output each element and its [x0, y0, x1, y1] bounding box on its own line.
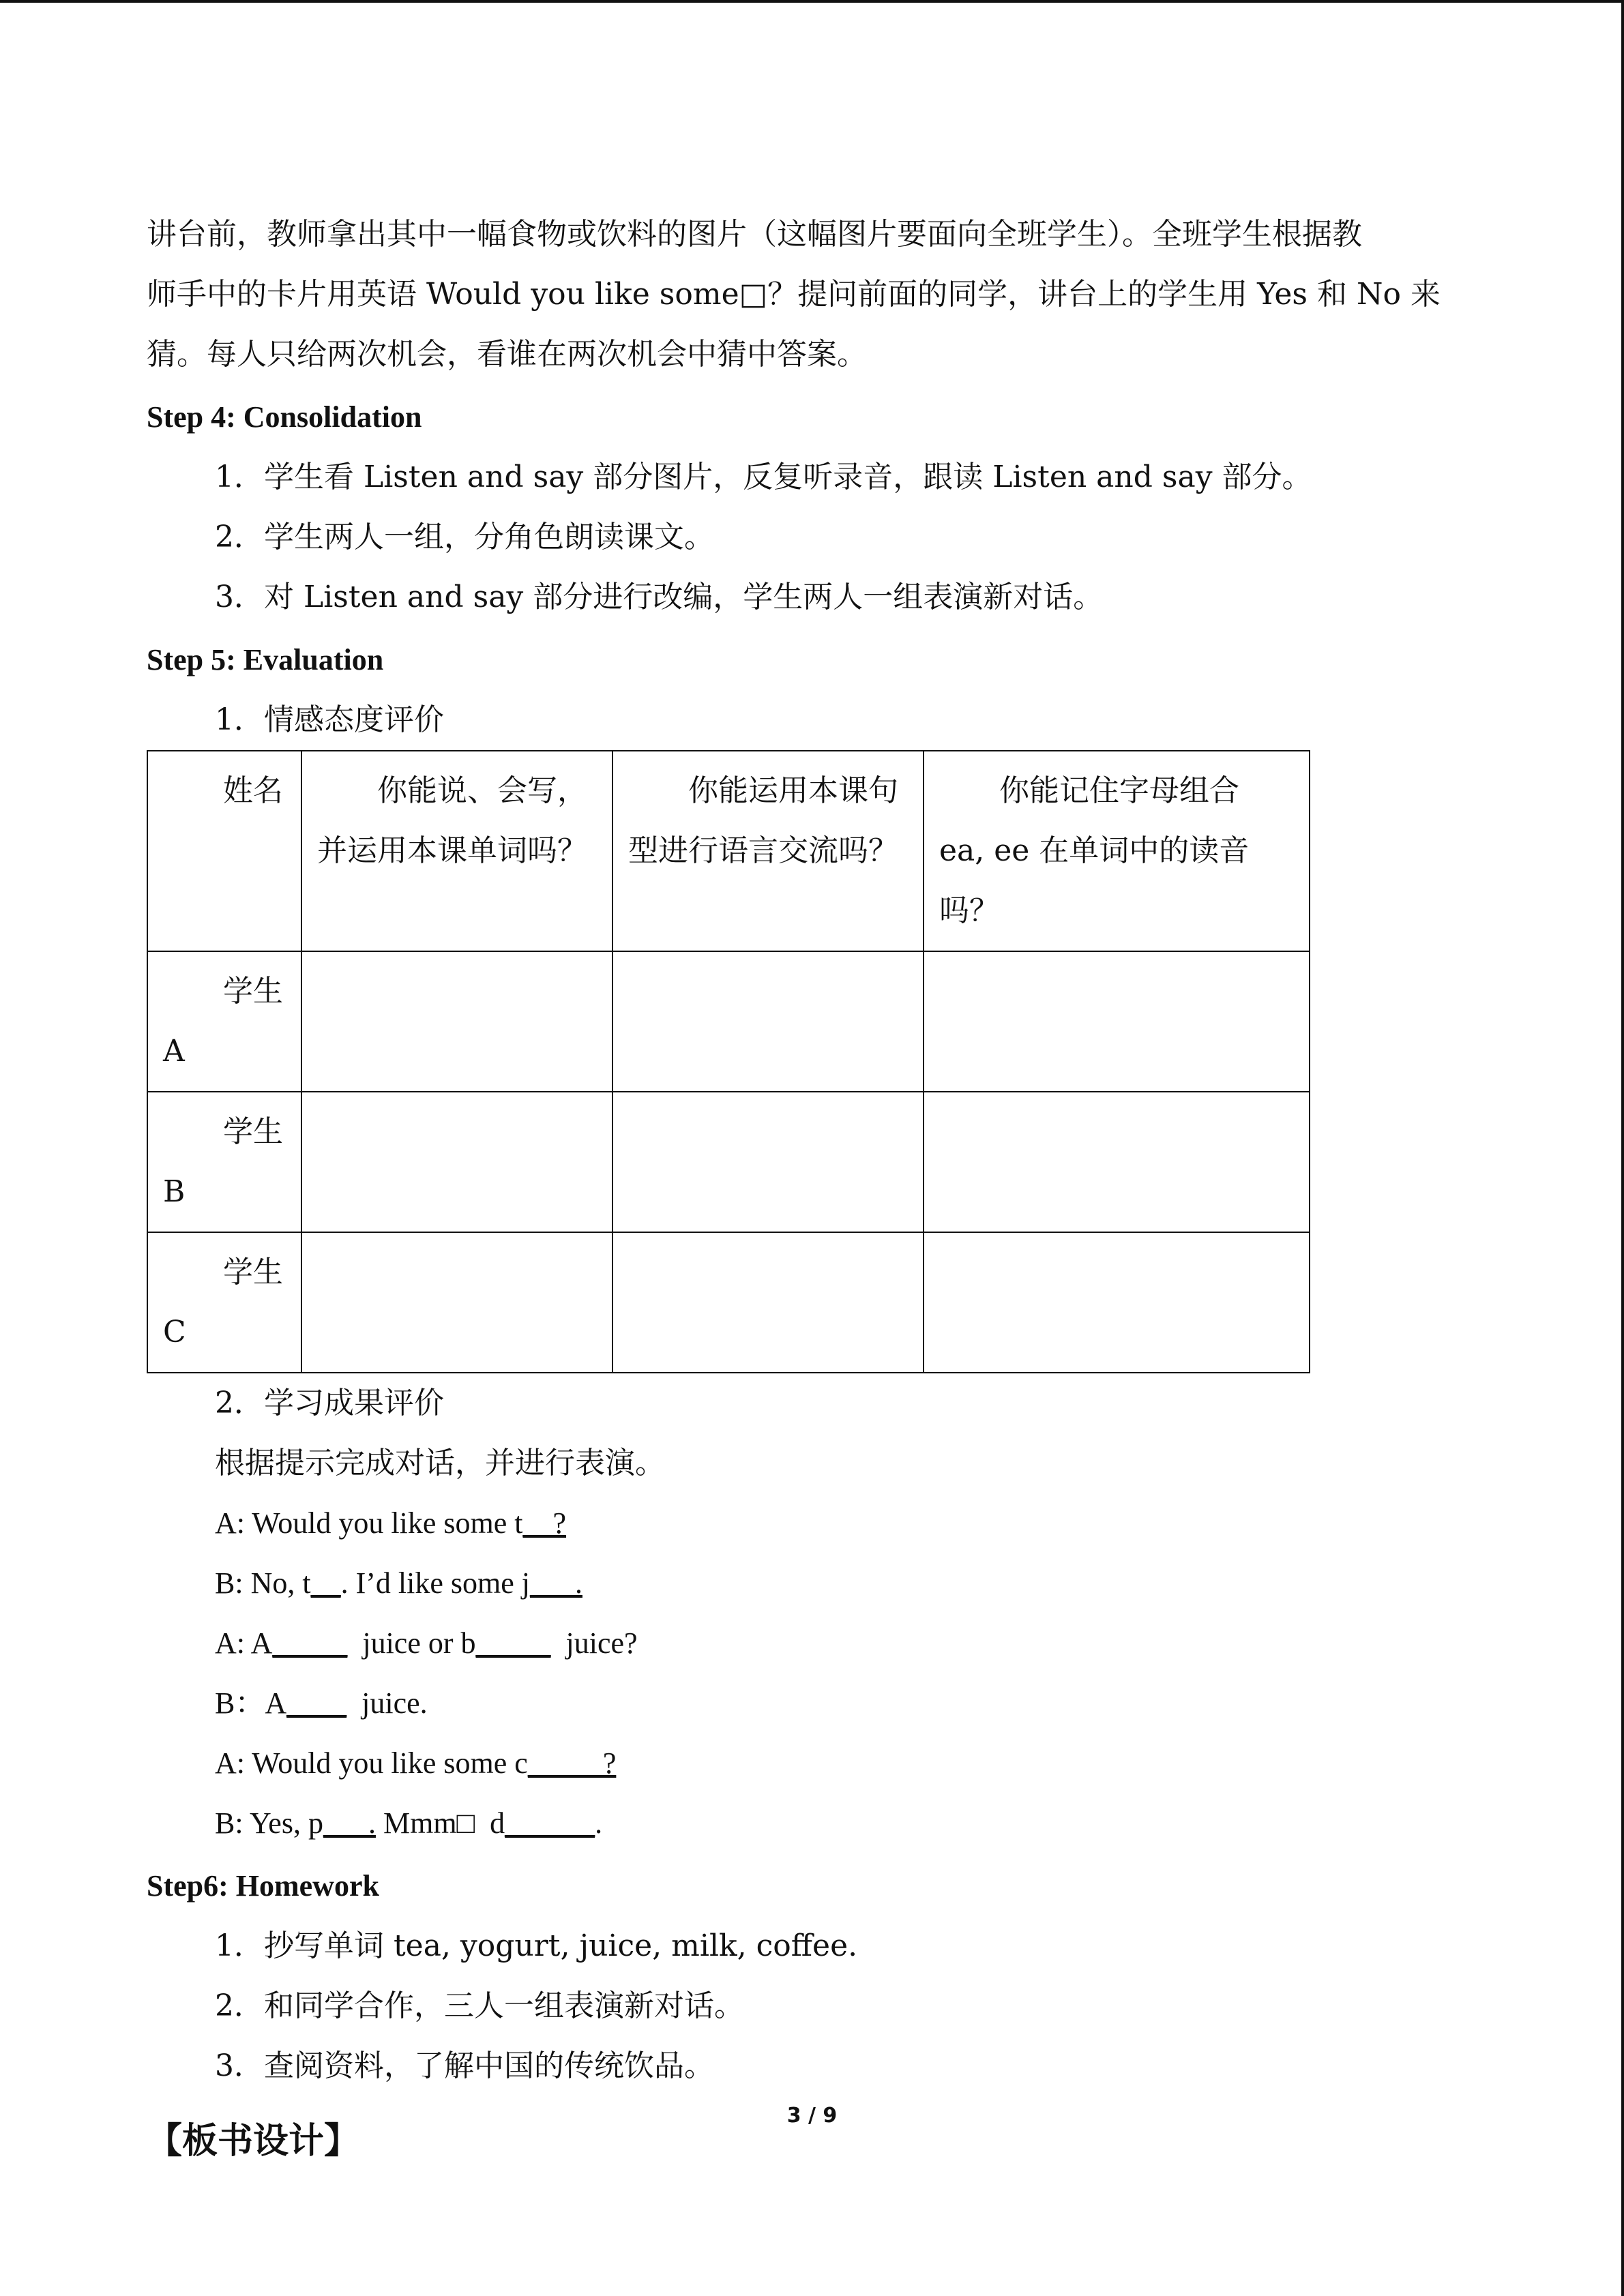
- table-header-row: [147, 751, 1310, 951]
- table-cell: [612, 951, 924, 1092]
- dialogue-text: . I’d like some j: [340, 1566, 530, 1600]
- table-cell: [612, 1232, 924, 1373]
- table-cell: [301, 1232, 612, 1373]
- step4-title: Step 4: Consolidation: [147, 400, 422, 434]
- dialogue-line-5: [147, 1733, 1483, 1793]
- table-cell: [301, 1092, 612, 1232]
- fill-blank: __: [310, 1566, 341, 1600]
- intro-line-3: 猜。每人只给两次机会，看谁在两次机会中猜中答案。: [147, 337, 867, 372]
- fill-blank: __?: [522, 1506, 567, 1540]
- step5-sub1: 1．情感态度评价: [215, 702, 444, 737]
- dialogue-line-1: [147, 1493, 1483, 1553]
- table-row: [147, 1092, 1310, 1232]
- board-design-title: 【板书设计】: [147, 2120, 360, 2162]
- page-number: 3 / 9: [786, 2104, 838, 2128]
- dialogue-line-6: [147, 1793, 1483, 1853]
- document-body: [147, 205, 1483, 2175]
- fill-blank: ______: [505, 1806, 595, 1840]
- table-cell: [924, 951, 1310, 1092]
- step4-item-2: 2．学生两人一组，分角色朗读课文。: [215, 520, 714, 554]
- dialogue-text: A: Would you like some t: [215, 1506, 523, 1540]
- table-cell: [924, 1092, 1310, 1232]
- step6-item-1: 1．抄写单词 tea, yogurt, juice, milk, coffee.: [215, 1928, 858, 1963]
- table-cell: [301, 951, 612, 1092]
- fill-blank: ____: [286, 1686, 347, 1720]
- step6-title: Step6: Homework: [147, 1869, 379, 1903]
- dialogue-line-3: [147, 1613, 1483, 1673]
- dialogue-text: juice or b: [347, 1626, 476, 1660]
- dialogue-text: Mmm□ d: [375, 1806, 505, 1840]
- header-name: 姓名: [147, 751, 301, 951]
- dialogue-text: A: A: [215, 1626, 273, 1660]
- student-a: 学生A: [147, 951, 301, 1092]
- evaluation-table: [147, 750, 1310, 1373]
- table-cell: [924, 1232, 1310, 1373]
- dialogue-text: B: Yes, p: [215, 1806, 323, 1840]
- fill-blank: _____: [272, 1626, 348, 1660]
- dialogue-text: B: No, t: [215, 1566, 311, 1600]
- intro-line-1: 讲台前，教师拿出其中一幅食物或饮料的图片（这幅图片要面向全班学生）。全班学生根据教: [147, 217, 1362, 252]
- step4-item-3: 3．对 Listen and say 部分进行改编，学生两人一组表演新对话。: [215, 580, 1104, 614]
- top-border: [0, 0, 1624, 3]
- student-b: 学生B: [147, 1092, 301, 1232]
- dialogue-line-2: [147, 1553, 1483, 1613]
- header-words: 你能说、会写，并运用本课单词吗？: [301, 751, 612, 951]
- dialogue-text: juice.: [346, 1686, 428, 1720]
- step6-item-3: 3．查阅资料，了解中国的传统饮品。: [215, 2048, 714, 2083]
- dialogue-text: .: [595, 1806, 603, 1840]
- step6-item-2: 2．和同学合作，三人一组表演新对话。: [215, 1988, 744, 2023]
- fill-blank: ___.: [323, 1806, 376, 1840]
- intro-line-2: 师手中的卡片用英语 Would you like some□？提问前面的同学，讲台上的学生用 Yes 和 No 来: [147, 277, 1441, 312]
- dialogue-instruction: 根据提示完成对话，并进行表演。: [215, 1446, 665, 1480]
- header-phonics: 你能记住字母组合 ea, ee 在单词中的读音吗？: [924, 751, 1310, 951]
- dialogue-text: A: Would you like some c: [215, 1746, 528, 1780]
- right-border: [1621, 0, 1624, 2296]
- fill-blank: _____: [475, 1626, 551, 1660]
- step5-sub2: 2．学习成果评价: [215, 1386, 444, 1420]
- step5-title: Step 5: Evaluation: [147, 643, 384, 676]
- student-c: 学生C: [147, 1232, 301, 1373]
- header-sentences: 你能运用本课句型进行语言交流吗？: [612, 751, 924, 951]
- fill-blank: _____?: [527, 1746, 617, 1780]
- dialogue-text: juice?: [550, 1626, 638, 1660]
- fill-blank: ___.: [529, 1566, 582, 1600]
- step4-item-1: 1．学生看 Listen and say 部分图片，反复听录音，跟读 Listen and say 部分。: [215, 460, 1312, 494]
- table-row: [147, 1232, 1310, 1373]
- table-cell: [612, 1092, 924, 1232]
- dialogue-text: B：A: [215, 1686, 287, 1720]
- table-row: [147, 951, 1310, 1092]
- dialogue-line-4: [147, 1673, 1483, 1733]
